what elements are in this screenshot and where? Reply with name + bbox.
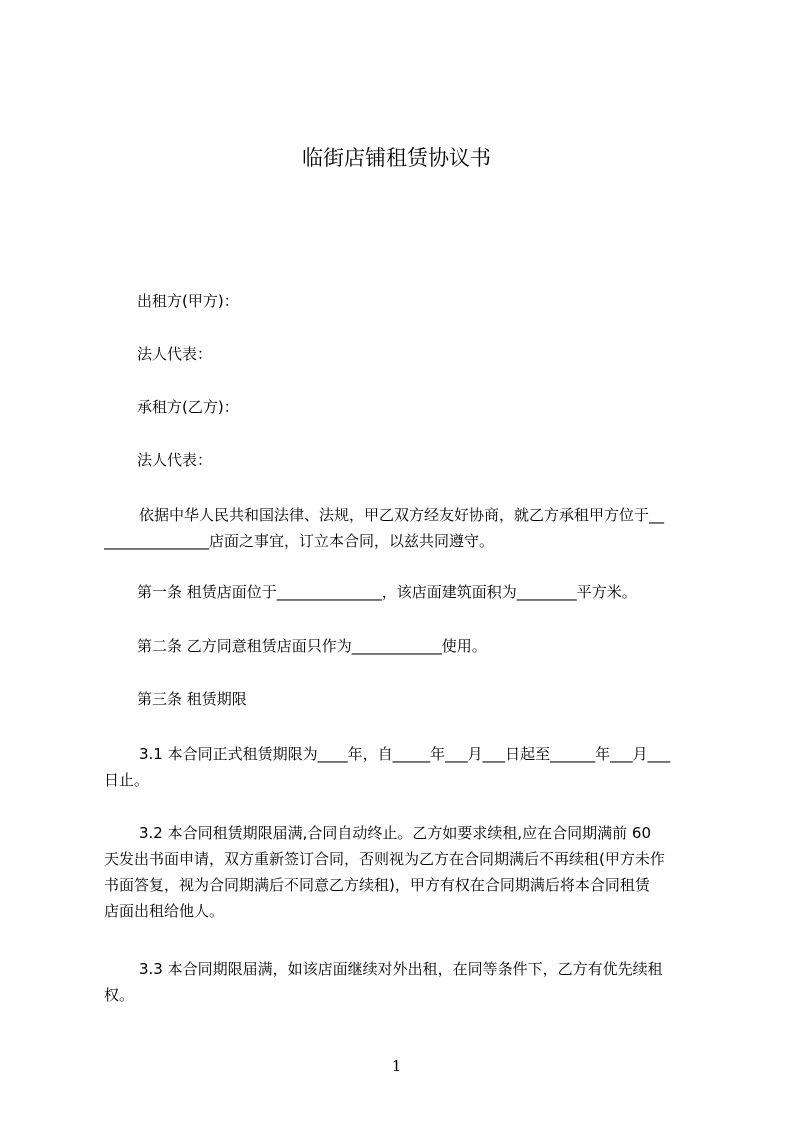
- intro-line-2: ______________店面之事宜，订立本合同，以兹共同遵守。: [104, 532, 495, 550]
- clause-3-2-line-1: 3.2 本合同租赁期限届满,合同自动终止。乙方如要求续租,应在合同期满前 60: [139, 824, 652, 842]
- lessor-field: 出租方(甲方)：: [137, 292, 239, 310]
- document-title: 临街店铺租赁协议书: [302, 146, 491, 170]
- article-2: 第二条 乙方同意租赁店面只作为____________使用。: [137, 637, 487, 655]
- clause-3-1: [104, 741, 704, 793]
- lessor-rep-field: 法人代表：: [137, 345, 213, 363]
- clause-3-2-line-4: 店面出租给他人。: [104, 902, 225, 920]
- article-3-heading: 第三条 租赁期限: [137, 690, 247, 708]
- page-number: 1: [391, 1057, 402, 1075]
- clause-3-3-line-1: 3.3 本合同期限届满，如该店面继续对外出租，在同等条件下，乙方有优先续租: [139, 960, 663, 978]
- clause-3-2-line-3: 书面答复，视为合同期满后不同意乙方续租)，甲方有权在合同期满后将本合同租赁: [104, 876, 650, 894]
- clause-3-3: [104, 956, 704, 1008]
- intro-line-1: 依据中华人民共和国法律、法规，甲乙双方经友好协商，就乙方承租甲方位于__: [139, 506, 665, 524]
- article-1: 第一条 租赁店面位于______________，该店面建筑面积为________平方米。: [137, 583, 637, 601]
- clause-3-2-line-2: 天发出书面申请，双方重新签订合同，否则视为乙方在合同期满后不再续租(甲方未作: [104, 850, 665, 868]
- clause-3-3-line-2: 权。: [104, 986, 135, 1004]
- lessee-field: 承租方(乙方)：: [137, 398, 239, 416]
- intro-paragraph: [104, 502, 704, 554]
- clause-3-2: [104, 820, 704, 924]
- clause-3-1-line-2: 日止。: [104, 771, 150, 789]
- lessee-rep-field: 法人代表：: [137, 451, 213, 469]
- clause-3-1-line-1: 3.1 本合同正式租赁期限为____年，自_____年___月___日起至______年___月___: [139, 745, 671, 763]
